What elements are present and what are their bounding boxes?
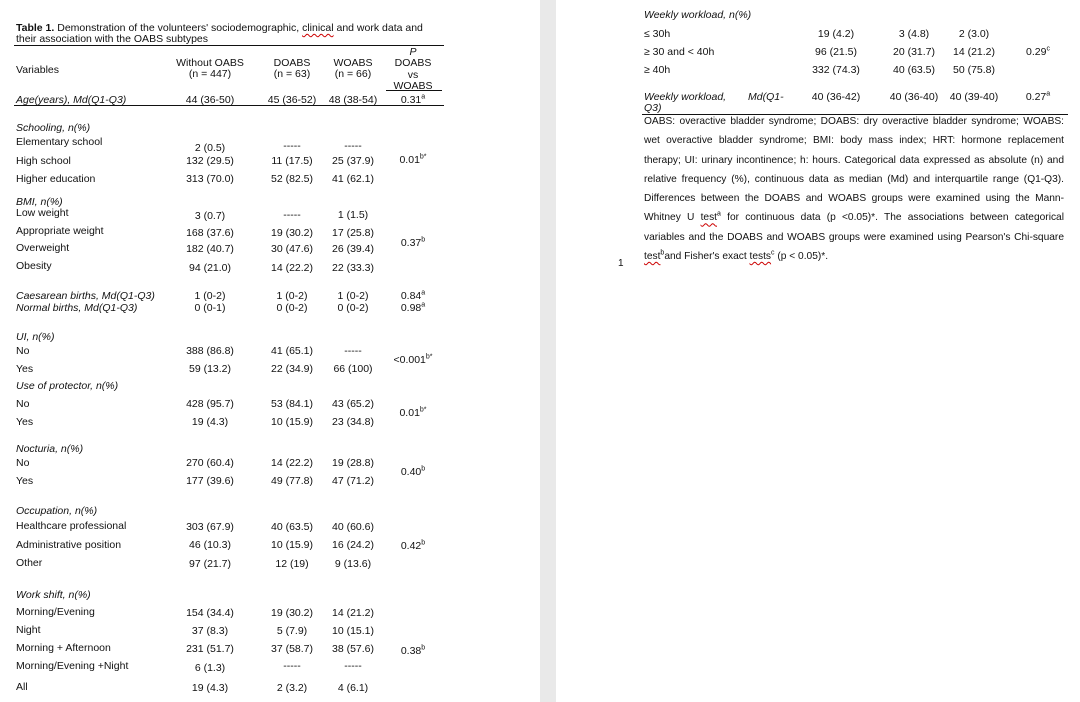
cell-without: 1 (0-2)	[194, 290, 226, 302]
p-nocturia: 0.40$^b$	[400, 465, 426, 478]
p-shift: 0.38$^b$	[400, 644, 426, 657]
cell-doabs: 12 (19)	[275, 558, 309, 570]
p-workload-md: 0.27$^a$	[1025, 90, 1051, 103]
cell-doabs: 14 (22.2)	[270, 457, 314, 469]
row-label: Yes	[16, 416, 34, 428]
cell-woabs: 2 (3.0)	[958, 28, 990, 40]
p-occupation: 0.42$^b$	[400, 539, 426, 552]
cell-woabs: 9 (13.6)	[334, 558, 372, 570]
row-age-doabs: 45 (36-52)	[267, 94, 317, 106]
row-label: No	[16, 398, 30, 410]
cell-without: 59 (13.2)	[188, 363, 232, 375]
cell-without: 388 (86.8)	[186, 345, 234, 357]
cell-doabs: 11 (17.5)	[271, 155, 313, 167]
cell-doabs: 5 (7.9)	[276, 625, 308, 637]
cell-woabs: -----	[344, 660, 362, 672]
row-label: ≥ 40h	[644, 64, 671, 76]
header-p: P	[409, 46, 417, 58]
page-number: 1	[618, 258, 624, 269]
cell-woabs: 16 (24.2)	[331, 539, 375, 551]
cell-woabs: 25 (37.9)	[331, 155, 375, 167]
p-ui: $<0.001^{b*}$	[393, 353, 433, 366]
row-label: Morning + Afternoon	[16, 642, 111, 654]
cell-without: 46 (10.3)	[188, 539, 232, 551]
cell-without: 0 (0-1)	[194, 302, 226, 314]
cell-without: 96 (21.5)	[814, 46, 858, 58]
row-label: Elementary school	[16, 136, 103, 148]
cell-without: 313 (70.0)	[186, 173, 234, 185]
cell-woabs: 47 (71.2)	[331, 475, 375, 487]
p-caesarean: 0.84$^a$	[400, 289, 426, 302]
cell-without: 19 (4.2)	[817, 28, 855, 40]
cell-woabs: 1 (1.5)	[337, 209, 369, 221]
row-label: Administrative position	[16, 539, 122, 551]
table-rule-header	[14, 105, 444, 106]
header-p-vs: vs	[407, 69, 419, 81]
cell-woabs: 14 (21.2)	[952, 46, 996, 58]
cell-woabs: 66 (100)	[333, 363, 373, 375]
cell-woabs: 1 (0-2)	[337, 290, 369, 302]
footnote-line: variables and the DOABS and WOABS groups were examined using Pearson's Chi-square	[644, 231, 1064, 243]
cell-without: 19 (4.3)	[191, 682, 229, 694]
cell-without: 231 (51.7)	[186, 643, 234, 655]
table-footnote	[644, 112, 1064, 266]
row-label: Low weight	[16, 207, 69, 219]
cell-doabs: 49 (77.8)	[270, 475, 314, 487]
cell-without: 168 (37.6)	[186, 227, 234, 239]
row-label: Healthcare professional	[16, 520, 127, 532]
header-doabs-n: (n = 63)	[273, 68, 311, 80]
footnote-line: wet overactive bladder syndrome; BMI: body mass index; HRT: hormone replacement	[644, 135, 1064, 147]
cell-woabs: 10 (15.1)	[331, 625, 375, 637]
cell-doabs: 22 (34.9)	[270, 363, 314, 375]
cell-without: 2 (0.5)	[194, 142, 226, 154]
header-woabs-n: (n = 66)	[334, 68, 372, 80]
row-workload-md-label-c: Q3)	[644, 102, 662, 114]
row-label: Night	[16, 624, 41, 636]
footnote-line: test$^b$and Fisher's exact tests$^c$ (p < 0.05)*.	[644, 249, 829, 263]
group-nocturia-label: Nocturia, n(%)	[16, 443, 84, 455]
row-workload-md-label-a: Weekly workload,	[644, 91, 727, 103]
cell-doabs: 0 (0-2)	[276, 302, 308, 314]
header-p-underline	[386, 90, 442, 91]
cell-without: 6 (1.3)	[194, 662, 226, 674]
row-label: All	[16, 681, 28, 693]
row-label: Yes	[16, 363, 34, 375]
cell-doabs: 40 (36-40)	[889, 91, 939, 103]
row-label: Yes	[16, 475, 34, 487]
cell-doabs: 40 (63.5)	[270, 521, 314, 533]
header-woabs: WOABS	[333, 57, 373, 69]
row-label: Higher education	[16, 173, 96, 185]
footnote-line: therapy; UI: urinary incontinence; h: hours. Categorical data expressed as absolute (n) and	[644, 154, 1064, 166]
row-caesarean-label: Caesarean births, Md(Q1-Q3)	[16, 290, 155, 302]
cell-doabs: 3 (4.8)	[898, 28, 930, 40]
cell-without: 154 (34.4)	[186, 607, 234, 619]
cell-woabs: 43 (65.2)	[331, 398, 375, 410]
cell-woabs: 14 (21.2)	[331, 607, 375, 619]
cell-woabs: -----	[344, 140, 362, 152]
cell-without: 428 (95.7)	[186, 398, 234, 410]
cell-doabs: 19 (30.2)	[270, 227, 314, 239]
group-ui-label: UI, n(%)	[16, 331, 55, 343]
table-caption-line1: Table 1. Demonstration of the volunteers' sociodemographic, clinical and work data and	[16, 22, 423, 34]
cell-woabs: 50 (75.8)	[952, 64, 996, 76]
table-caption-line2: their association with the OABS subtypes	[16, 33, 209, 45]
cell-woabs: 0 (0-2)	[337, 302, 369, 314]
row-age-without: 44 (36-50)	[185, 94, 235, 106]
cell-without: 40 (36-42)	[811, 91, 861, 103]
row-age-woabs: 48 (38-54)	[328, 94, 378, 106]
cell-without: 332 (74.3)	[812, 64, 860, 76]
row-label: Other	[16, 557, 43, 569]
cell-doabs: -----	[283, 140, 301, 152]
p-schooling: $0.01^{b*}$	[399, 153, 427, 166]
cell-woabs: 26 (39.4)	[331, 243, 375, 255]
cell-woabs: 4 (6.1)	[337, 682, 369, 694]
cell-without: 303 (67.9)	[186, 521, 234, 533]
row-label: Obesity	[16, 260, 52, 272]
row-label: ≤ 30h	[644, 28, 671, 40]
cell-woabs: 41 (62.1)	[331, 173, 375, 185]
group-shift-label: Work shift, n(%)	[16, 589, 91, 601]
row-label: ≥ 30 and < 40h	[644, 46, 715, 58]
row-age-p: 0.31$^a$	[400, 93, 426, 106]
cell-doabs: -----	[283, 660, 301, 672]
group-protector-label: Use of protector, n(%)	[16, 380, 119, 392]
header-p-woabs: WOABS	[393, 80, 433, 92]
cell-doabs: 40 (63.5)	[892, 64, 936, 76]
cell-doabs: 53 (84.1)	[270, 398, 314, 410]
header-without-oabs: Without OABS	[176, 57, 244, 69]
cell-without: 37 (8.3)	[191, 625, 229, 637]
row-label: Appropriate weight	[16, 225, 104, 237]
footnote-line: Whitney U test$^a$ for continuous data (p <0.05)*. The associations between categorical	[644, 211, 1064, 224]
cell-doabs: 20 (31.7)	[892, 46, 936, 58]
row-label: Morning/Evening +Night	[16, 660, 129, 672]
header-variables: Variables	[16, 64, 59, 76]
row-label: High school	[16, 155, 71, 167]
row-workload-md-label-b: Md(Q1-	[748, 91, 784, 103]
cell-doabs: 30 (47.6)	[270, 243, 314, 255]
row-label: Morning/Evening	[16, 606, 95, 618]
cell-woabs: 22 (33.3)	[331, 262, 375, 274]
table-rule-top	[14, 45, 444, 46]
cell-doabs: 10 (15.9)	[270, 416, 314, 428]
cell-without: 270 (60.4)	[186, 457, 234, 469]
footnote-line: relative frequency (%), continuous data as median (Md) and interquartile range (Q1-Q3).	[644, 173, 1064, 185]
cell-woabs: 19 (28.8)	[331, 457, 375, 469]
cell-without: 97 (21.7)	[188, 558, 232, 570]
cell-without: 3 (0.7)	[194, 210, 226, 222]
row-label: No	[16, 345, 30, 357]
cell-doabs: 41 (65.1)	[270, 345, 314, 357]
cell-doabs: 2 (3.2)	[276, 682, 308, 694]
group-bmi-label: BMI, n(%)	[16, 196, 63, 208]
cell-without: 182 (40.7)	[186, 243, 234, 255]
cell-doabs: 14 (22.2)	[270, 262, 314, 274]
cell-without: 177 (39.6)	[186, 475, 234, 487]
cell-without: 19 (4.3)	[191, 416, 229, 428]
cell-woabs: -----	[344, 345, 362, 357]
cell-woabs: 23 (34.8)	[331, 416, 375, 428]
cell-without: 94 (21.0)	[188, 262, 232, 274]
row-label: Overweight	[16, 242, 70, 254]
cell-doabs: 19 (30.2)	[270, 607, 314, 619]
cell-doabs: 1 (0-2)	[276, 290, 308, 302]
header-doabs: DOABS	[273, 57, 311, 69]
footnote-line: OABS: overactive bladder syndrome; DOABS: dry overactive bladder syndrome; WOABS:	[644, 116, 1064, 127]
cell-woabs: 40 (39-40)	[949, 91, 999, 103]
cell-doabs: 10 (15.9)	[270, 539, 314, 551]
row-label: No	[16, 457, 30, 469]
p-bmi: 0.37$^b$	[400, 236, 426, 249]
document-page-right	[556, 0, 1080, 702]
footnote-line: Differences between the DOABS and WOABS groups were examined using the Mann-	[644, 193, 1064, 205]
p-protector: $0.01^{b*}$	[399, 406, 427, 419]
cell-woabs: 38 (57.6)	[331, 643, 375, 655]
p-normal: 0.98$^a$	[400, 301, 426, 314]
cell-without: 132 (29.5)	[186, 155, 234, 167]
cell-woabs: 17 (25.8)	[331, 227, 375, 239]
header-without-oabs-n: (n = 447)	[188, 68, 232, 80]
cell-woabs: 40 (60.6)	[331, 521, 375, 533]
cell-doabs: -----	[283, 209, 301, 221]
group-schooling-label: Schooling, n(%)	[16, 122, 91, 134]
cell-doabs: 37 (58.7)	[270, 643, 314, 655]
p-workload: 0.29$^c$	[1026, 45, 1050, 58]
group-workload-label: Weekly workload, n(%)	[644, 9, 752, 21]
row-normal-label: Normal births, Md(Q1-Q3)	[16, 302, 138, 314]
group-occupation-label: Occupation, n(%)	[16, 505, 98, 517]
header-p-doabs: DOABS	[394, 57, 432, 69]
cell-doabs: 52 (82.5)	[270, 173, 314, 185]
row-age-label: Age(years), Md(Q1-Q3)	[16, 94, 127, 106]
